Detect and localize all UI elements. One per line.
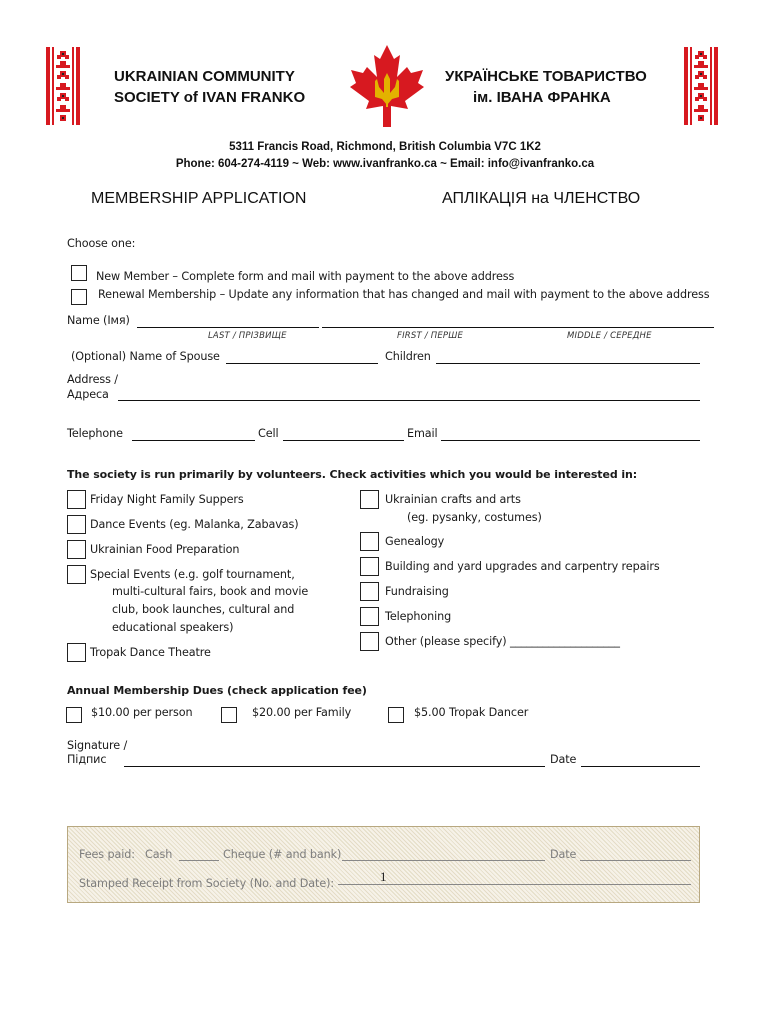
renewal-checkbox[interactable] [71,289,87,305]
tropak-dance-label: Tropak Dance Theatre [90,646,211,659]
cell-label: Cell [258,427,279,440]
signature-label-uk: Підпис [67,753,107,766]
special-events-label-1: Special Events (e.g. golf tournament, [90,568,295,581]
first-name-caption: FIRST / ПЕРШЕ [397,331,464,341]
first-middle-name-field[interactable] [322,327,714,328]
spouse-field[interactable] [226,363,378,364]
address-field[interactable] [118,400,700,401]
fundraising-checkbox[interactable] [360,582,379,601]
children-field[interactable] [436,363,700,364]
cash-label: Cash [145,848,173,861]
title-en: MEMBERSHIP APPLICATION [91,190,307,207]
signature-field[interactable] [124,766,545,767]
address-label-uk: Адреса [67,388,109,401]
email-label: Email [407,427,438,440]
new-member-label: New Member – Complete form and mail with payment to the above address [96,270,515,283]
society-name-en-line2: SOCIETY of IVAN FRANKO [114,89,306,106]
new-member-checkbox[interactable] [71,265,87,281]
office-date-label: Date [550,848,577,861]
genealogy-label: Genealogy [385,535,445,548]
special-events-label-2: multi-cultural fairs, book and movie [112,585,309,598]
email-field[interactable] [441,440,700,441]
signature-date-label: Date [550,753,577,766]
receipt-mark: 1 [380,869,387,884]
name-label: Name (Імя) [67,314,130,327]
friday-suppers-label: Friday Night Family Suppers [90,493,244,506]
society-name-uk-line1: УКРАЇНСЬКЕ ТОВАРИСТВО [445,68,647,85]
spouse-label: (Optional) Name of Spouse [71,350,220,363]
society-address: 5311 Francis Road, Richmond, British Columbia V7C 1K2 [229,141,541,153]
cheque-field[interactable] [342,860,545,861]
receipt-label: Stamped Receipt from Society (No. and Date): [79,877,335,890]
other-checkbox[interactable] [360,632,379,651]
food-preparation-checkbox[interactable] [67,540,86,559]
children-label: Children [385,350,431,363]
building-label: Building and yard upgrades and carpentry repairs [385,560,660,573]
telephoning-checkbox[interactable] [360,607,379,626]
volunteer-heading: The society is run primarily by volunteers. Check activities which you would be interested in: [67,468,638,481]
tropak-dance-checkbox[interactable] [67,643,86,662]
tropak-dancer-label: $5.00 Tropak Dancer [414,706,529,719]
renewal-label: Renewal Membership – Update any information that has changed and mail with payment to the above address [98,288,710,301]
last-name-field[interactable] [137,327,319,328]
other-label: Other (please specify) ____________________ [385,635,620,648]
crafts-label-2: (eg. pysanky, costumes) [407,511,542,524]
cash-field[interactable] [179,860,219,861]
signature-date-field[interactable] [581,766,700,767]
title-uk: АПЛІКАЦІЯ на ЧЛЕНСТВО [442,190,641,207]
receipt-field[interactable] [338,884,691,885]
per-family-checkbox[interactable] [221,707,237,723]
genealogy-checkbox[interactable] [360,532,379,551]
society-name-uk-line2: ім. ІВАНА ФРАНКА [473,89,611,106]
fundraising-label: Fundraising [385,585,449,598]
crafts-label-1: Ukrainian crafts and arts [385,493,521,506]
right-embroidery-pattern-icon [684,47,718,125]
address-label-en: Address / [67,373,118,386]
cell-field[interactable] [283,440,404,441]
dance-events-label: Dance Events (eg. Malanka, Zabavas) [90,518,299,531]
crafts-checkbox[interactable] [360,490,379,509]
building-checkbox[interactable] [360,557,379,576]
food-preparation-label: Ukrainian Food Preparation [90,543,240,556]
society-contact: Phone: 604-274-4119 ~ Web: www.ivanfranko.ca ~ Email: info@ivanfranko.ca [175,158,595,170]
fees-paid-label: Fees paid: [79,848,135,861]
society-name-en-line1: UKRAINIAN COMMUNITY [114,68,295,85]
maple-leaf-trident-icon [347,43,427,129]
office-date-field[interactable] [580,860,691,861]
office-use-box [67,826,700,903]
per-person-label: $10.00 per person [91,706,193,719]
per-person-checkbox[interactable] [66,707,82,723]
dance-events-checkbox[interactable] [67,515,86,534]
dues-heading: Annual Membership Dues (check application fee) [67,684,367,697]
signature-label-en: Signature / [67,739,128,752]
special-events-label-4: educational speakers) [112,621,234,634]
last-name-caption: LAST / ПРІЗВИЩЕ [208,331,287,341]
telephone-label: Telephone [67,427,123,440]
cheque-label: Cheque (# and bank) [223,848,342,861]
special-events-label-3: club, book launches, cultural and [112,603,295,616]
choose-one-label: Choose one: [67,237,136,250]
tropak-dancer-checkbox[interactable] [388,707,404,723]
telephoning-label: Telephoning [385,610,452,623]
special-events-checkbox[interactable] [67,565,86,584]
middle-name-caption: MIDDLE / СЕРЕДНЕ [567,331,652,341]
friday-suppers-checkbox[interactable] [67,490,86,509]
left-embroidery-pattern-icon [46,47,80,125]
telephone-field[interactable] [132,440,255,441]
per-family-label: $20.00 per Family [252,706,352,719]
